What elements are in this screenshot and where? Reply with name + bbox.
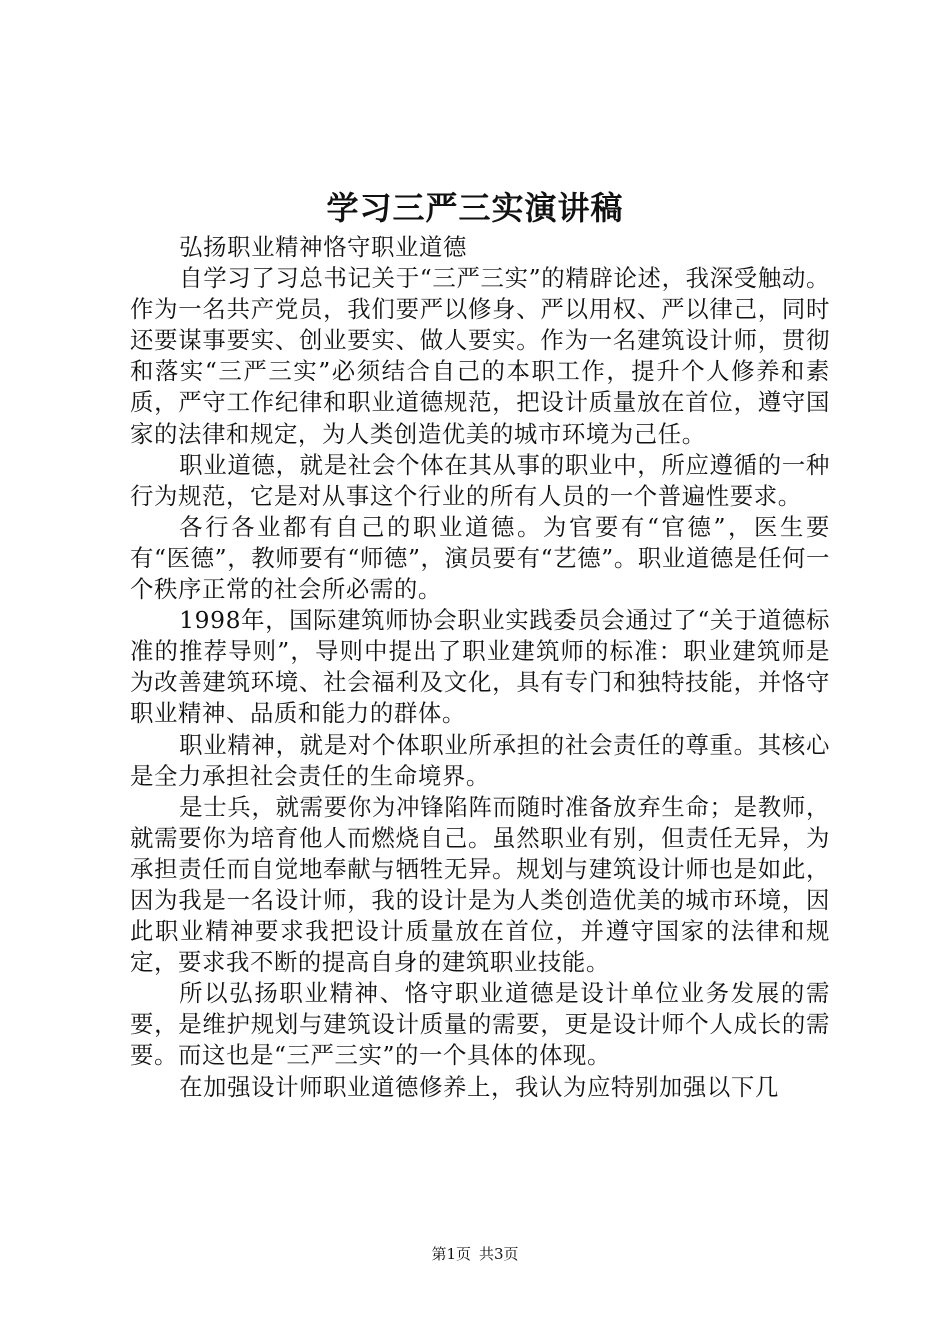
- body-paragraph: 在加强设计师职业道德修养上，我认为应特别加强以下几: [179, 1072, 779, 1101]
- body-paragraph: 自学习了习总书记关于“三严三实”的精辟论述，我深受触动。作为一名共产党员，我们要严以修身、严以用权、严以律己，同时还要谋事要实、创业要实、做人要实。作为一名建筑设计师，贯彻和落实“三严三实”必须结合自己的本职工作，提升个人修养和素质，严守工作纪律和职业道德规范，把设计质量放在首位，遵守国家的法律和规定，为人类创造优美的城市环境为己任。: [130, 264, 830, 448]
- page-number: 第1页: [431, 1245, 471, 1263]
- document-body: [130, 232, 830, 1103]
- body-paragraph: 各行各业都有自己的职业道德。为官要有“官德”，医生要有“医德”，教师要有“师德”，演员要有“艺德”。职业道德是任何一个秩序正常的社会所必需的。: [130, 512, 830, 604]
- body-paragraph: 职业精神，就是对个体职业所承担的社会责任的尊重。其核心是全力承担社会责任的生命境界。: [130, 730, 830, 790]
- subtitle-paragraph: 弘扬职业精神恪守职业道德: [179, 233, 468, 261]
- body-paragraph: 所以弘扬职业精神、恪守职业道德是设计单位业务发展的需要，是维护规划与建筑设计质量的需要，更是设计师个人成长的需要。而这也是“三严三实”的一个具体的体现。: [130, 979, 830, 1070]
- body-paragraph: 是士兵，就需要你为冲锋陷阵而随时准备放弃生命；是教师，就需要你为培育他人而燃烧自己。虽然职业有别，但责任无异，为承担责任而自觉地奉献与牺牲无异。规划与建筑设计师也是如此，因为我是一名设计师，我的设计是为人类创造优美的城市环境，因此职业精神要求我把设计质量放在首位，并遵守国家的法律和规定，要求我不断的提高自身的建筑职业技能。: [130, 792, 830, 977]
- document-title: 学习三严三实演讲稿: [326, 189, 624, 227]
- page-total: 共3页: [479, 1245, 519, 1263]
- page-footer: [0, 1244, 950, 1264]
- body-paragraph: 1998年，国际建筑师协会职业实践委员会通过了“关于道德标准的推荐导则”，导则中提出了职业建筑师的标准：职业建筑师是为改善建筑环境、社会福利及文化，具有专门和独特技能，并恪守职业精神、品质和能力的群体。: [130, 606, 830, 728]
- body-paragraph: 职业道德，就是社会个体在其从事的职业中，所应遵循的一种行为规范，它是对从事这个行业的所有人员的一个普遍性要求。: [130, 450, 830, 510]
